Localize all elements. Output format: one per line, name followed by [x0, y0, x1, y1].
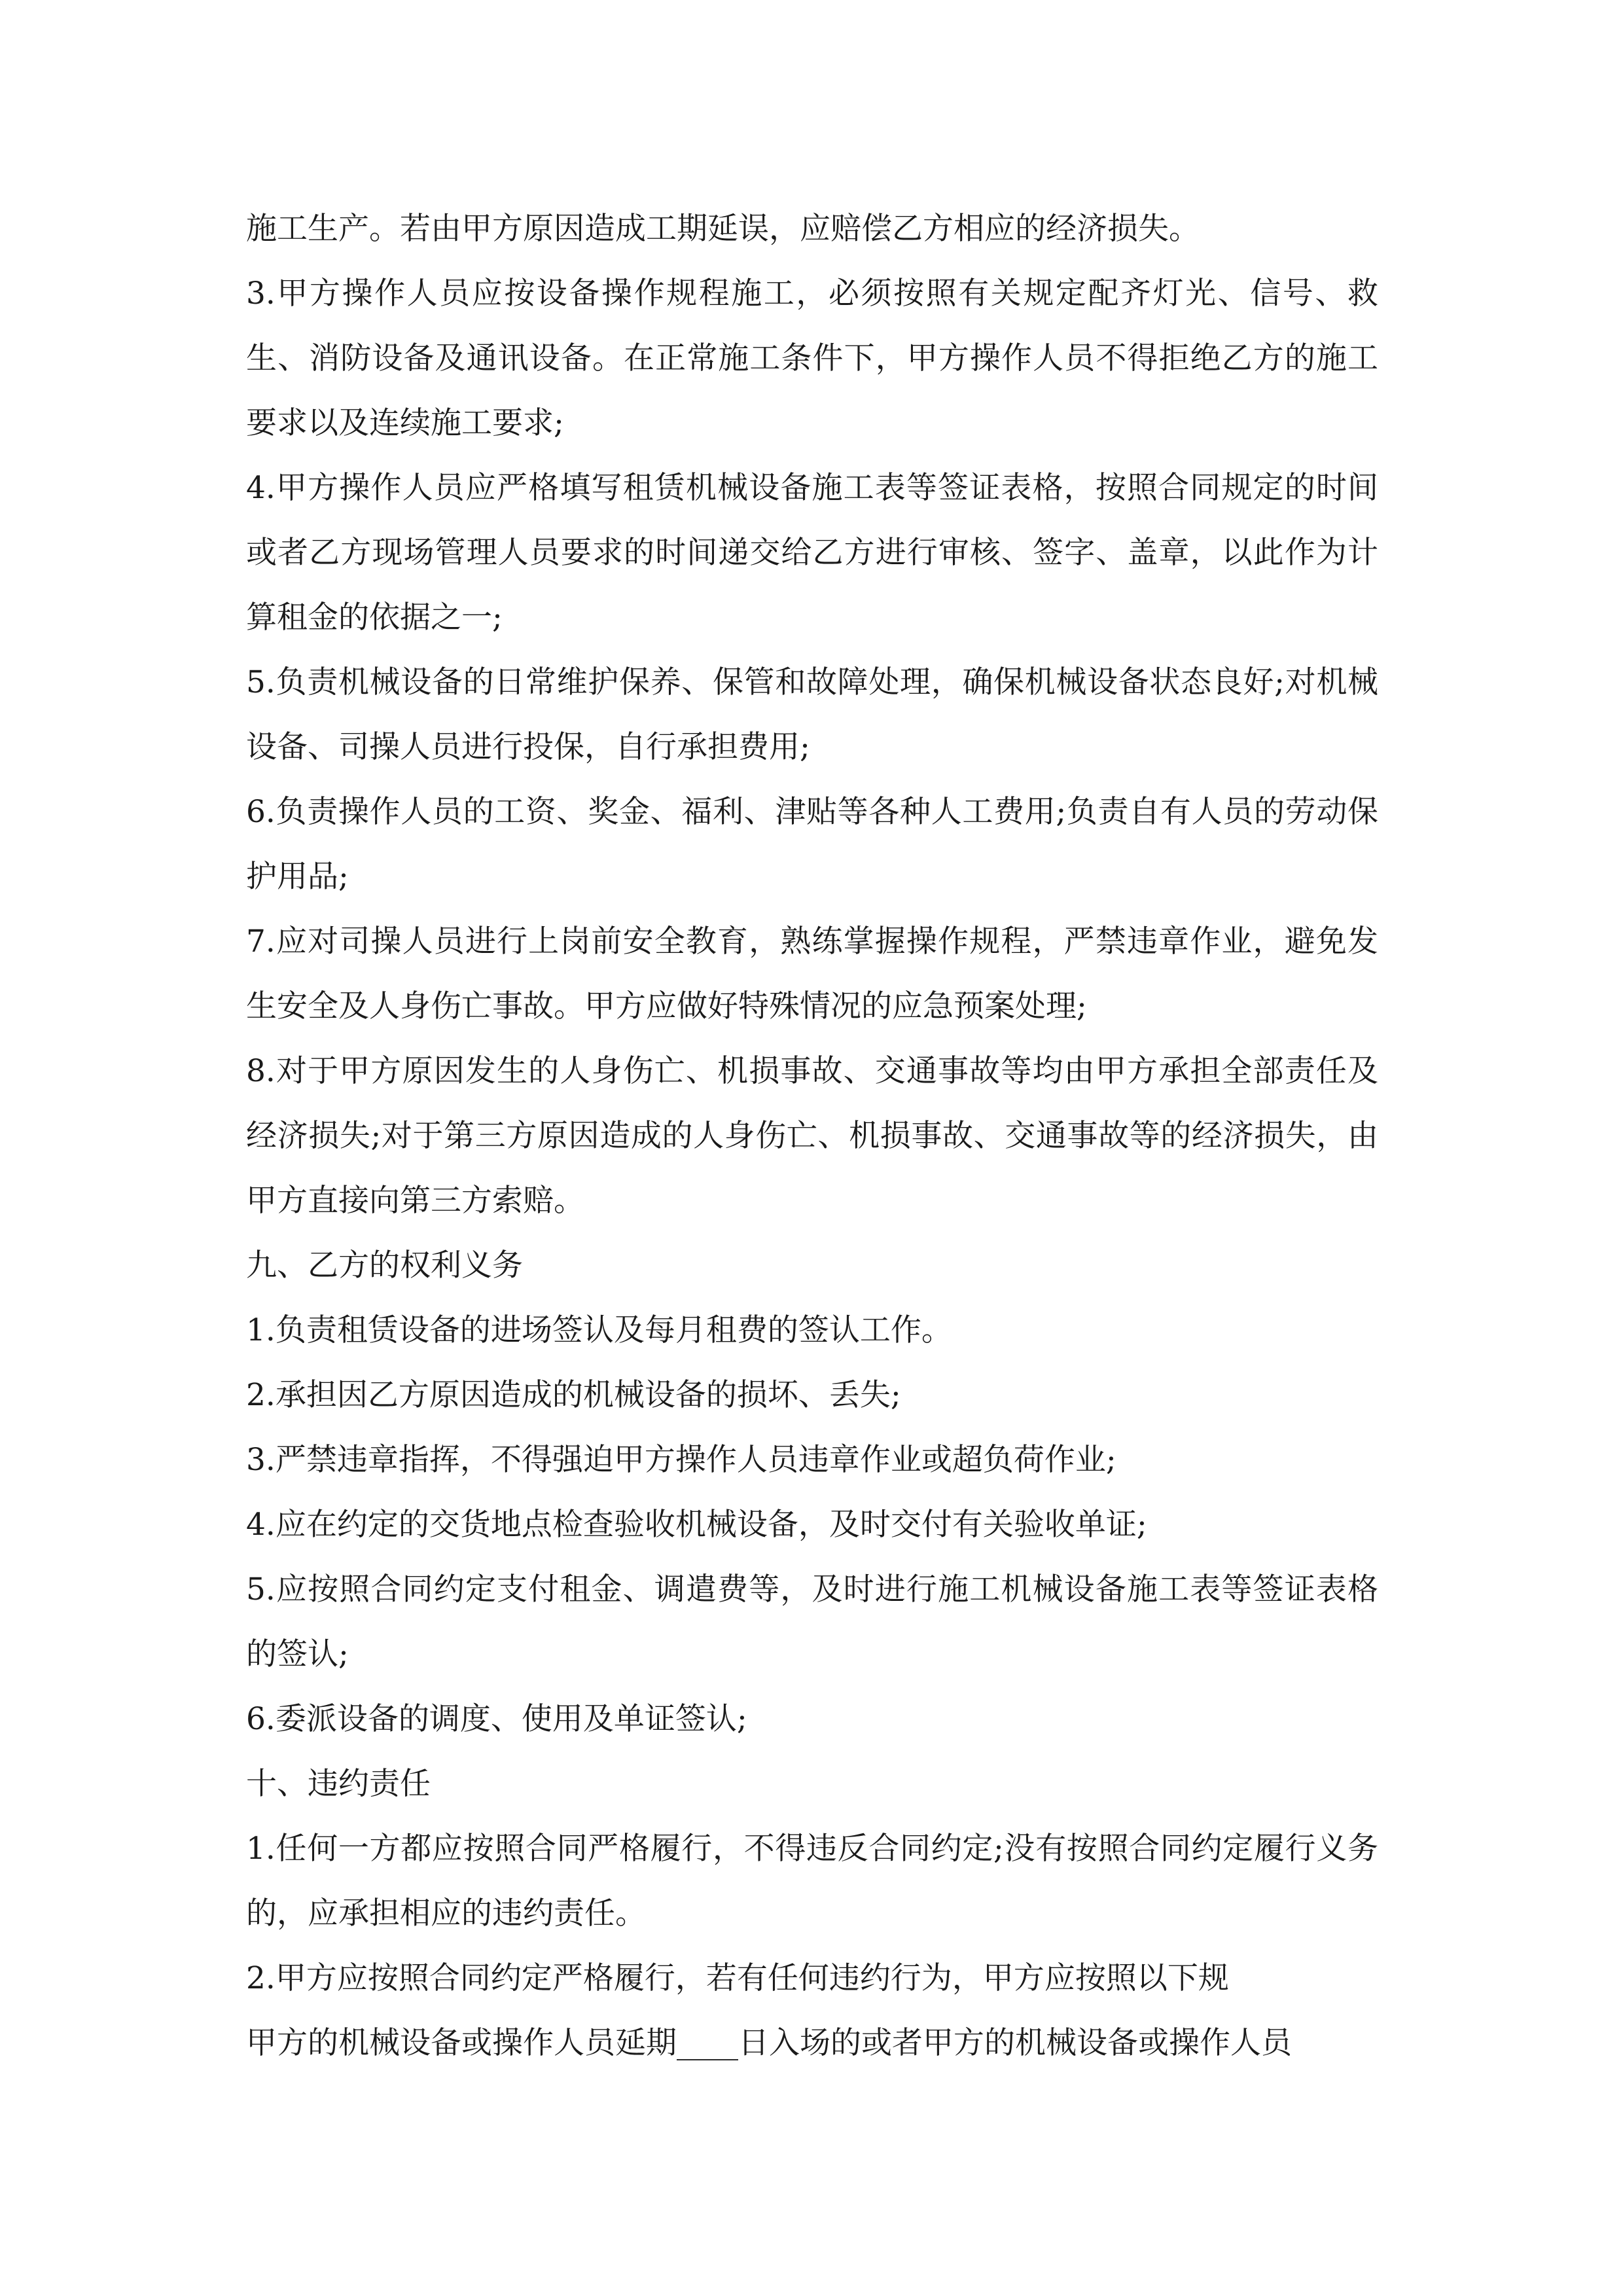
- paragraph-item-1: 1.负责租赁设备的进场签认及每月租费的签认工作。: [246, 1312, 952, 1348]
- paragraph-item-2: 2.甲方应按照合同约定严格履行，若有任何违约行为，甲方应按照以下规: [246, 1960, 1229, 1996]
- section-heading-9: 九、乙方的权利义务: [246, 1247, 523, 1283]
- paragraph-item-6: 6.委派设备的调度、使用及单证签认;: [246, 1701, 747, 1737]
- document-body: [246, 196, 1378, 2075]
- paragraph-item-6: 6.负责操作人员的工资、奖金、福利、津贴等各种人工费用;负责自有人员的劳动保护用品;: [246, 794, 1378, 895]
- paragraph-item-2: 2.承担因乙方原因造成的机械设备的损坏、丢失;: [246, 1377, 901, 1413]
- paragraph-item-4: 4.应在约定的交货地点检查验收机械设备，及时交付有关验收单证;: [246, 1507, 1147, 1543]
- paragraph-item-3: 3.严禁违章指挥，不得强迫甲方操作人员违章作业或超负荷作业;: [246, 1442, 1116, 1478]
- paragraph-item-4: 4.甲方操作人员应严格填写租赁机械设备施工表等签证表格，按照合同规定的时间或者乙方现场管理人员要求的时间递交给乙方进行审核、签字、盖章，以此作为计算租金的依据之一;: [246, 470, 1378, 636]
- paragraph-item-7: 7.应对司操人员进行上岗前安全教育，熟练掌握操作规程，严禁违章作业，避免发生安全及人身伤亡事故。甲方应做好特殊情况的应急预案处理;: [246, 924, 1378, 1024]
- paragraph-item-1: 1.任何一方都应按照合同严格履行，不得违反合同约定;没有按照合同约定履行义务的，应承担相应的违约责任。: [246, 1831, 1378, 1931]
- paragraph-continuation: 甲方的机械设备或操作人员延期____日入场的或者甲方的机械设备或操作人员: [246, 2025, 1292, 2061]
- section-heading-10: 十、违约责任: [246, 1766, 431, 1802]
- paragraph-item-5: 5.应按照合同约定支付租金、调遣费等，及时进行施工机械设备施工表等签证表格的签认;: [246, 1571, 1378, 1672]
- paragraph-item-5: 5.负责机械设备的日常维护保养、保管和故障处理，确保机械设备状态良好;对机械设备、司操人员进行投保，自行承担费用;: [246, 664, 1378, 765]
- paragraph-continuation: 施工生产。若由甲方原因造成工期延误，应赔偿乙方相应的经济损失。: [246, 211, 1200, 247]
- paragraph-item-8: 8.对于甲方原因发生的人身伤亡、机损事故、交通事故等均由甲方承担全部责任及经济损失;对于第三方原因造成的人身伤亡、机损事故、交通事故等的经济损失，由甲方直接向第三方索赔。: [246, 1053, 1378, 1219]
- paragraph-item-3: 3.甲方操作人员应按设备操作规程施工，必须按照有关规定配齐灯光、信号、救生、消防设备及通讯设备。在正常施工条件下，甲方操作人员不得拒绝乙方的施工要求以及连续施工要求;: [246, 276, 1378, 441]
